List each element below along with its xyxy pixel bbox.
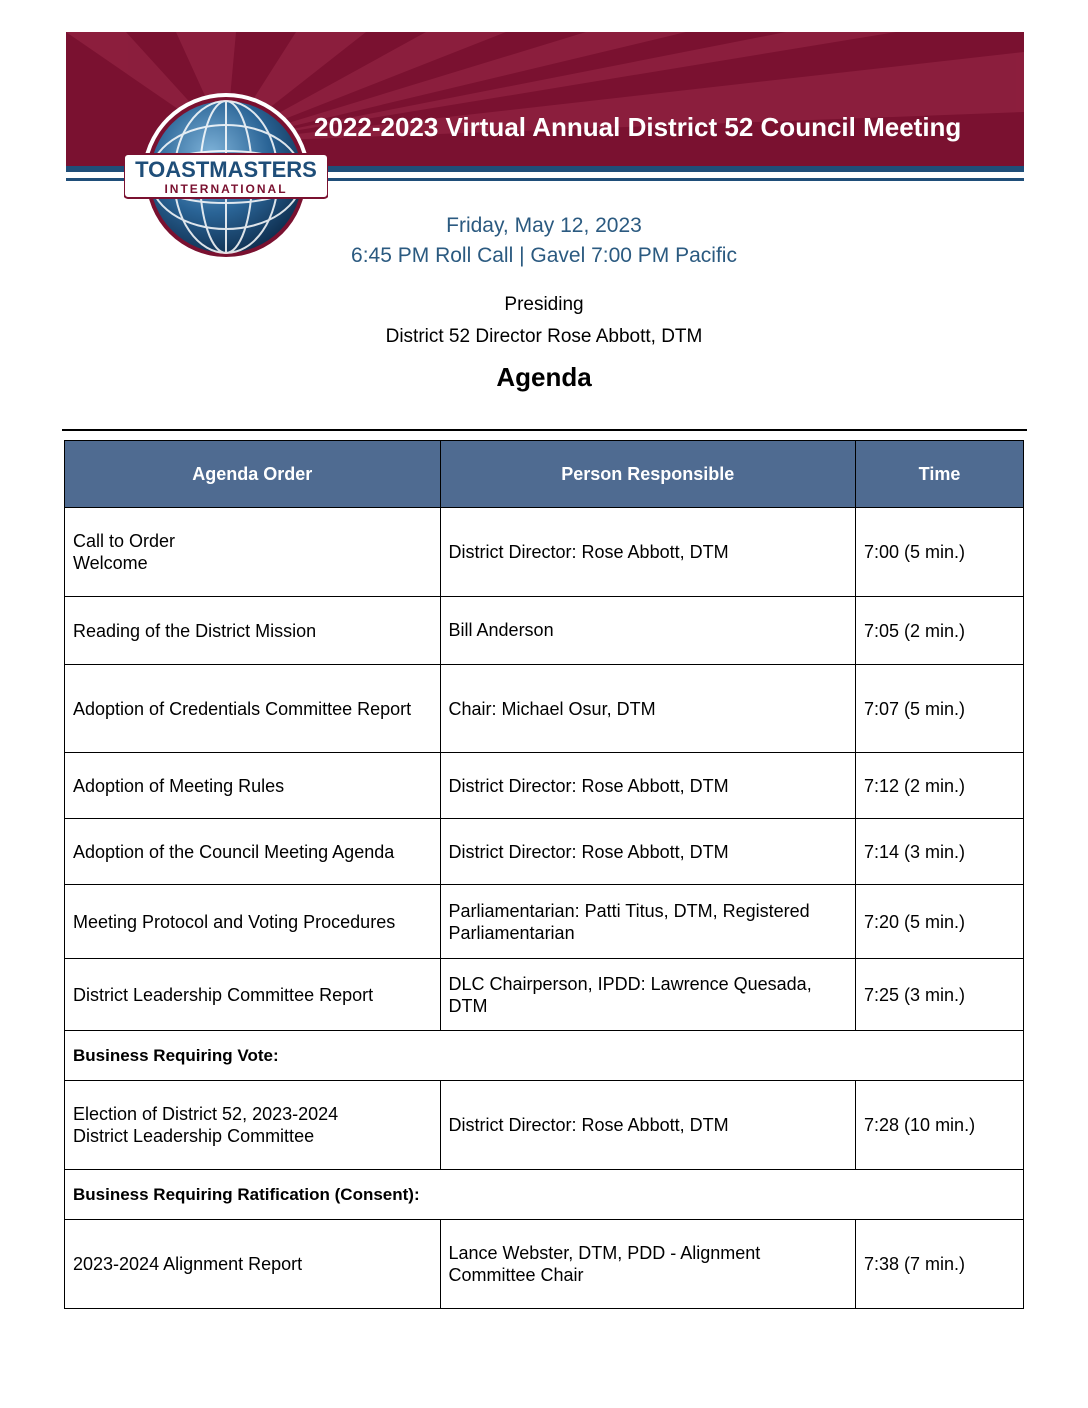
time-slot: 7:28 (10 min.) <box>856 1081 1024 1170</box>
table-row <box>65 665 1024 753</box>
time-slot: 7:25 (3 min.) <box>856 959 1024 1031</box>
column-header-person-responsible: Person Responsible <box>440 441 856 508</box>
presiding-name: District 52 Director Rose Abbott, DTM <box>385 326 703 347</box>
presiding-label: Presiding <box>504 294 584 315</box>
time-slot: 7:12 (2 min.) <box>856 753 1024 819</box>
table-row <box>65 959 1024 1031</box>
table-row <box>65 753 1024 819</box>
person-responsible: Chair: Michael Osur, DTM <box>440 665 856 753</box>
agenda-item: 2023-2024 Alignment Report <box>65 1220 441 1309</box>
agenda-item: Meeting Protocol and Voting Procedures <box>65 885 441 959</box>
time-slot: 7:00 (5 min.) <box>856 508 1024 597</box>
agenda-item: Adoption of Meeting Rules <box>65 753 441 819</box>
person-responsible: District Director: Rose Abbott, DTM <box>440 753 856 819</box>
agenda-heading: Agenda <box>496 362 592 392</box>
divider <box>62 429 1027 431</box>
section-heading-ratification: Business Requiring Ratification (Consent): <box>65 1170 1024 1220</box>
time-slot: 7:07 (5 min.) <box>856 665 1024 753</box>
logo-subtext: INTERNATIONAL <box>164 182 288 196</box>
table-row <box>65 819 1024 885</box>
section-row-ratification <box>65 1170 1024 1220</box>
meeting-times: 6:45 PM Roll Call | Gavel 7:00 PM Pacific <box>351 244 737 267</box>
meeting-date: Friday, May 12, 2023 <box>446 214 642 237</box>
table-header-row <box>65 441 1024 508</box>
table-row <box>65 1220 1024 1309</box>
person-responsible: District Director: Rose Abbott, DTM <box>440 1081 856 1170</box>
meeting-title: 2022-2023 Virtual Annual District 52 Council Meeting <box>314 112 962 142</box>
section-heading-vote: Business Requiring Vote: <box>65 1031 1024 1081</box>
time-slot: 7:38 (7 min.) <box>856 1220 1024 1309</box>
table-row <box>65 508 1024 597</box>
person-responsible: Bill Anderson <box>440 597 856 665</box>
person-responsible: DLC Chairperson, IPDD: Lawrence Quesada, DTM <box>440 959 856 1031</box>
table-row <box>65 1081 1024 1170</box>
person-responsible: Parliamentarian: Patti Titus, DTM, Registered Parliamentarian <box>440 885 856 959</box>
table-row <box>65 597 1024 665</box>
column-header-agenda-order: Agenda Order <box>65 441 441 508</box>
agenda-item: Adoption of Credentials Committee Report <box>65 665 441 753</box>
agenda-item: District Leadership Committee Report <box>65 959 441 1031</box>
time-slot: 7:14 (3 min.) <box>856 819 1024 885</box>
time-slot: 7:05 (2 min.) <box>856 597 1024 665</box>
time-slot: 7:20 (5 min.) <box>856 885 1024 959</box>
agenda-item: Call to Order Welcome <box>65 508 441 597</box>
person-responsible: District Director: Rose Abbott, DTM <box>440 819 856 885</box>
agenda-item: Adoption of the Council Meeting Agenda <box>65 819 441 885</box>
agenda-table <box>64 440 1024 1309</box>
agenda-item: Reading of the District Mission <box>65 597 441 665</box>
section-row-vote <box>65 1031 1024 1081</box>
agenda-item: Election of District 52, 2023-2024 District Leadership Committee <box>65 1081 441 1170</box>
logo-wordmark: TOASTMASTERS <box>135 157 317 182</box>
table-row <box>65 885 1024 959</box>
person-responsible: District Director: Rose Abbott, DTM <box>440 508 856 597</box>
person-responsible: Lance Webster, DTM, PDD - Alignment Committee Chair <box>440 1220 856 1309</box>
column-header-time: Time <box>856 441 1024 508</box>
